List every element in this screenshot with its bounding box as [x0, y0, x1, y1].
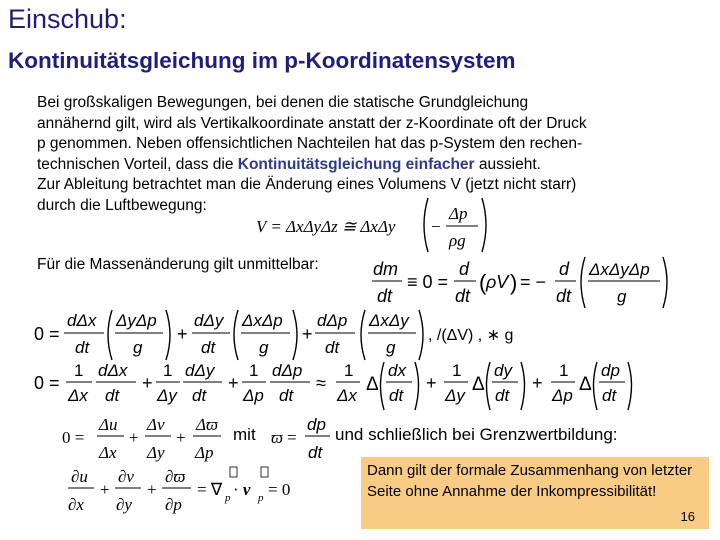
volume-equation — [256, 198, 486, 252]
svg-text:+: + — [426, 373, 437, 393]
svg-text:0 =: 0 = — [34, 373, 60, 393]
svg-text:): ) — [510, 270, 518, 295]
svg-text:1: 1 — [249, 361, 259, 380]
note-box — [361, 457, 709, 529]
svg-text:dΔy: dΔy — [194, 311, 224, 330]
svg-text:dt: dt — [201, 338, 216, 357]
svg-text:dt: dt — [192, 386, 207, 405]
svg-text:dt: dt — [556, 286, 572, 306]
svg-text:dt: dt — [377, 286, 393, 306]
svg-text:+: + — [532, 373, 543, 393]
svg-text:g: g — [259, 338, 269, 357]
svg-text:Δu: Δu — [99, 415, 118, 434]
svg-text:d: d — [559, 259, 570, 279]
difference-equation — [62, 415, 330, 462]
mass-change-text: Für die Massenänderung gilt unmittelbar: — [37, 256, 319, 273]
svg-text:∂ϖ: ∂ϖ — [165, 467, 186, 486]
svg-text:Δx: Δx — [99, 443, 117, 462]
svg-text:+: + — [129, 428, 139, 447]
svg-text:Δy: Δy — [147, 443, 165, 462]
svg-text:1: 1 — [452, 361, 462, 380]
svg-text:Δ: Δ — [579, 374, 592, 395]
svg-text:dΔx: dΔx — [98, 361, 128, 380]
svg-text:= −: = − — [520, 272, 547, 292]
mit-label: mit — [233, 425, 256, 444]
svg-text:+: + — [147, 480, 157, 499]
svg-text:g: g — [386, 338, 396, 357]
svg-text:Δ: Δ — [366, 374, 379, 395]
page-number: 16 — [680, 508, 695, 524]
highlight-text: Kontinuitätsgleichung einfacher — [237, 155, 475, 173]
svg-text:dt: dt — [325, 338, 340, 357]
svg-text:+: + — [100, 480, 110, 499]
mass-equation — [372, 257, 667, 308]
svg-text:1: 1 — [163, 361, 173, 380]
body-line: annähernd gilt, wird als Vertikalkoordinate anstatt der z-Koordinate oft der Druck — [37, 114, 587, 132]
expanded-equation — [34, 310, 513, 360]
svg-text:dp: dp — [601, 361, 620, 380]
svg-text:p: p — [225, 492, 231, 504]
svg-text:dt: dt — [495, 386, 510, 405]
svg-text:0 =: 0 = — [62, 428, 85, 447]
slide-subtitle: Kontinuitätsgleichung im p-Koordinatensystem — [8, 48, 516, 73]
svg-text:ΔyΔp: ΔyΔp — [116, 311, 157, 330]
svg-text:0 =: 0 = — [34, 324, 60, 344]
slide-title: Einschub: — [8, 4, 127, 34]
svg-text:dt: dt — [455, 286, 471, 306]
svg-text:Δy: Δy — [157, 386, 177, 405]
svg-text:Δp: Δp — [195, 443, 214, 462]
svg-text:∂u: ∂u — [71, 467, 88, 486]
svg-text:ΔxΔp: ΔxΔp — [242, 311, 283, 330]
svg-text:∂y: ∂y — [116, 495, 132, 514]
svg-text:∂p: ∂p — [165, 495, 182, 514]
svg-text:Δp: Δp — [449, 204, 468, 223]
body-line: durch die Luftbewegung: — [37, 196, 207, 214]
svg-text:ϖ: ϖ — [271, 428, 284, 447]
note-text: Dann gilt der formale Zusammenhang von letzter Seite ohne Annahme der Inkompressibilität! — [367, 462, 693, 500]
svg-text:Δv: Δv — [147, 415, 165, 434]
svg-text:dΔy: dΔy — [185, 361, 215, 380]
svg-text:1: 1 — [344, 361, 354, 380]
svg-text:dΔp: dΔp — [317, 311, 348, 330]
svg-text:≈: ≈ — [316, 373, 326, 393]
svg-text:Δp: Δp — [243, 386, 264, 405]
svg-text:dt: dt — [308, 443, 323, 462]
svg-text:g: g — [133, 338, 143, 357]
svg-text:∂v: ∂v — [118, 467, 134, 486]
svg-text:dΔp: dΔp — [272, 361, 303, 380]
svg-text:=: = — [287, 428, 297, 447]
svg-text:dt: dt — [389, 386, 404, 405]
svg-text:dy: dy — [494, 361, 512, 380]
svg-text:+: + — [228, 373, 239, 393]
svg-text:−: − — [431, 217, 441, 236]
body-line: Zur Ableitung betrachtet man die Änderung eines Volumens V (jetzt nicht starr) — [37, 176, 577, 194]
svg-text:+: + — [176, 428, 186, 447]
svg-text:+: + — [177, 324, 188, 344]
svg-text:ρg: ρg — [449, 231, 466, 250]
svg-text:dt: dt — [279, 386, 294, 405]
svg-text:≡ 0 =: ≡ 0 = — [407, 272, 449, 292]
svg-text:= ∇: = ∇ — [197, 480, 223, 499]
svg-text:dm: dm — [373, 259, 399, 279]
svg-text:Δx: Δx — [337, 386, 357, 405]
body-line-start: technischen Vorteil, dass die — [37, 155, 238, 173]
svg-text:dt: dt — [105, 386, 120, 405]
svg-text:dΔx: dΔx — [67, 311, 97, 330]
svg-text:Δp: Δp — [552, 386, 573, 405]
normalized-equation — [34, 361, 632, 410]
body-line: Bei großskaligen Bewegungen, bei denen die statische Grundgleichung — [37, 94, 529, 111]
continuity-equation — [68, 467, 290, 514]
svg-text:∂x: ∂x — [68, 495, 84, 514]
svg-text:dt: dt — [75, 338, 90, 357]
svg-text:· v: · v — [233, 480, 251, 499]
svg-text:d: d — [459, 259, 470, 279]
body-line: p genommen. Neben offensichtlichen Nachteilen hat das p-System den rechen- — [37, 135, 583, 153]
svg-text:dt: dt — [602, 386, 617, 405]
svg-text:Δy: Δy — [445, 386, 465, 405]
svg-text:= 0: = 0 — [268, 480, 291, 499]
svg-text:Δx: Δx — [68, 386, 88, 405]
svg-text:ρV: ρV — [486, 272, 509, 292]
svg-text:Δϖ: Δϖ — [196, 415, 218, 434]
svg-text:dp: dp — [307, 415, 326, 434]
svg-text:g: g — [617, 287, 627, 306]
svg-text:+: + — [302, 324, 313, 344]
svg-text:p: p — [258, 492, 264, 504]
svg-text:V = ΔxΔyΔz ≅ ΔxΔy: V = ΔxΔyΔz ≅ ΔxΔy — [256, 217, 396, 236]
svg-text:ΔxΔy: ΔxΔy — [369, 311, 409, 330]
svg-text:Δ: Δ — [472, 374, 485, 395]
limit-text: und schließlich bei Grenzwertbildung: — [335, 425, 618, 444]
svg-text:1: 1 — [559, 361, 569, 380]
svg-text:(: ( — [479, 270, 487, 295]
svg-text:+: + — [142, 373, 153, 393]
body-line-end: aussieht. — [474, 155, 541, 173]
svg-text:1: 1 — [74, 361, 84, 380]
svg-text:, /(ΔV) , ∗ g: , /(ΔV) , ∗ g — [428, 327, 514, 344]
svg-text:ΔxΔyΔp: ΔxΔyΔp — [589, 260, 650, 279]
svg-text:dx: dx — [388, 361, 406, 380]
